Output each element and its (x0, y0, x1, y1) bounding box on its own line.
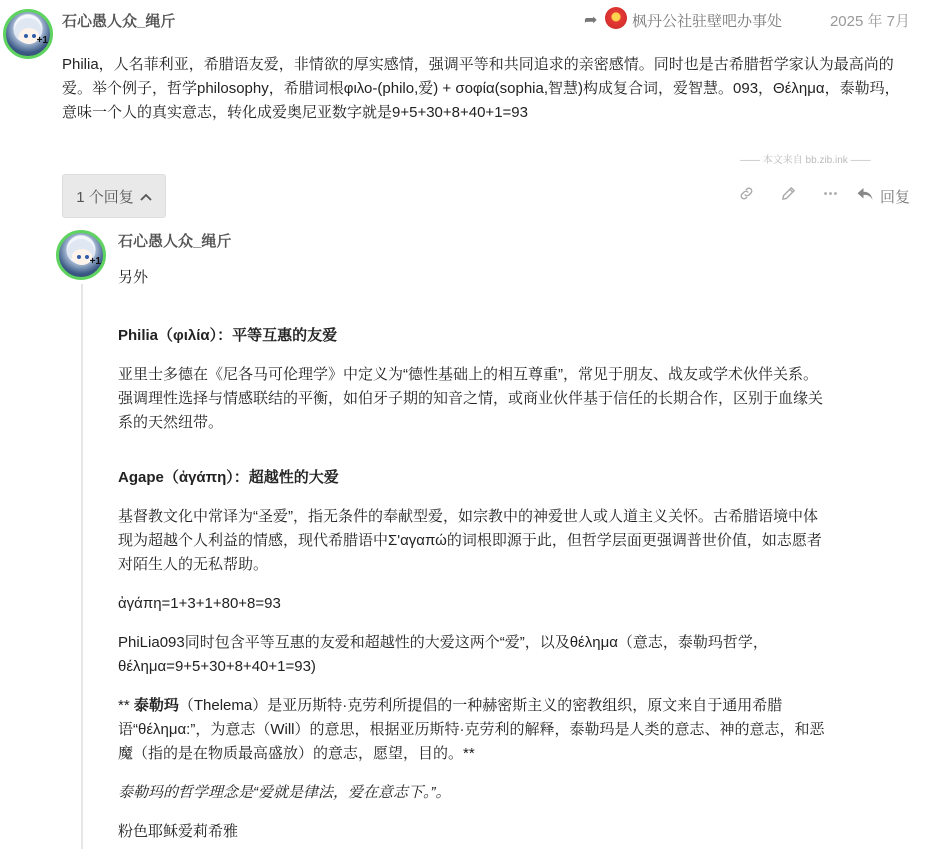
post-header (62, 10, 910, 30)
agape-text: 基督教文化中常译为“圣爱”，指无条件的奉献型爱，如宗教中的神爱世人或人道主义关怀。古希腊语境中体现为超越个人利益的情感，现代希腊语中Σ'αγαπώ的词根即源于此，但哲学层面更强调普世价值，如志愿者对陌生人的无私帮助。 (118, 508, 822, 573)
reply-username[interactable]: 石心愚人众_绳斤 (118, 233, 232, 250)
agape-heading: Agape（ἀγάπη）：超越性的大爱 (118, 469, 339, 486)
post-username[interactable]: 石心愚人众_绳斤 (62, 13, 176, 30)
post-body: Philia，人名菲利亚，希腊语友爱，非情欲的厚实感情，强调平等和共同追求的亲密感情。同时也是古希腊哲学家认为最高尚的爱。举个例子，哲学philosophy，希腊词根φιλο-(philo,爱) + σοφία(sophia,智慧)构成复合词，爱智慧。093，Θέλημα，泰勒玛，意味一个人的真实意志，转化成爱奥尼亚数字就是9+5+30+8+40+1=93 (62, 56, 900, 121)
link-icon[interactable] (726, 185, 768, 207)
reply-icon (856, 186, 874, 207)
avatar-eye (32, 34, 36, 38)
avatar-eye (24, 34, 28, 38)
chevron-up-icon (140, 188, 152, 205)
forum-logo[interactable] (605, 7, 627, 29)
post-date[interactable]: 2025 年 7月 (829, 13, 910, 30)
thelema-bold: 泰勒玛 (133, 697, 179, 714)
replies-toggle-button[interactable] (62, 174, 166, 218)
pencil-icon[interactable] (768, 185, 810, 207)
replies-count-label: 1 个回复 (76, 188, 134, 206)
avatar-badge: +1 (89, 256, 101, 267)
reply-avatar[interactable] (56, 230, 106, 280)
source-note: —— 本文来自 bb.zib.ink —— (740, 155, 871, 166)
combo-text: PhiLia093同时包含平等互惠的友爱和超越性的大爱这两个“爱”，以及θέλημα（意志，泰勒玛哲学，θέλημα=9+5+30+8+40+1=93) (118, 634, 768, 675)
reply-body (118, 266, 830, 849)
thelema-prefix: ** (118, 697, 134, 714)
reply-button[interactable] (856, 186, 910, 207)
ellipsis-icon[interactable] (810, 185, 852, 207)
reply-label: 回复 (879, 188, 910, 206)
thelema-text: （Thelema）是亚历斯特·克劳利所提倡的一种赫密斯主义的密教组织，原文来自于通用希腊语“θέλημα:”，为意志（Will）的意思，根据亚历斯特·克劳利的解释，泰勒玛是人类的意志、神的意志，和恶魔（指的是在物质最高盛放）的意志，愿望，目的。** (118, 697, 825, 762)
reply-thread-line (81, 284, 83, 849)
philosophy-quote: 泰勒玛的哲学理念是“爱就是律法，爱在意志下。”。 (118, 784, 451, 801)
avatar-eye (77, 255, 81, 259)
avatar[interactable] (3, 9, 53, 59)
reply-intro: 另外 (118, 269, 149, 286)
avatar-badge: +1 (36, 35, 48, 46)
thelema-paragraph (118, 694, 830, 766)
agape-calc: ἀγάπη=1+3+1+80+8=93 (118, 595, 281, 612)
post-actions (726, 183, 910, 209)
forum-name[interactable]: 枫丹公社驻壁吧办事处 (632, 13, 783, 30)
avatar-eye (85, 255, 89, 259)
philia-heading: Philia（φιλία）：平等互惠的友爱 (118, 327, 338, 344)
philia-text: 亚里士多德在《尼各马可伦理学》中定义为“德性基础上的相互尊重”，常见于朋友、战友或学术伙伴关系。强调理性选择与情感联结的平衡，如伯牙子期的知音之情，或商业伙伴基于信任的长期合作，区别于血缘关系的天然纽带。 (118, 366, 824, 431)
closing-line: 粉色耶稣爱莉希雅 (118, 823, 239, 840)
reply-arrow-icon: ➦ (584, 12, 598, 29)
